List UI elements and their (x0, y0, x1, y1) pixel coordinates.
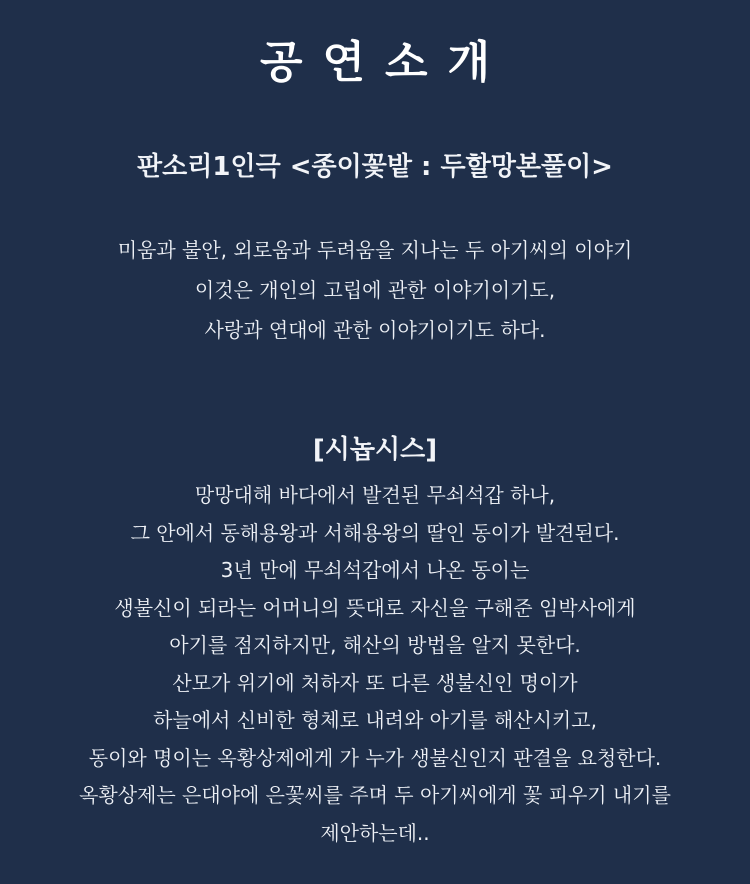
synopsis-line: 망망대해 바다에서 발견된 무쇠석갑 하나, (194, 483, 556, 507)
intro-line: 사랑과 연대에 관한 이야기이기도 하다. (204, 318, 546, 342)
synopsis-paragraph (0, 477, 750, 852)
intro-line: 이것은 개인의 고립에 관한 이야기이기도, (194, 278, 556, 302)
synopsis-line: 제안하는데.. (320, 820, 430, 845)
intro-line: 미움과 불안, 외로움과 두려움을 지나는 두 아기씨의 이야기 (117, 238, 633, 262)
page-title: 공연소개 (259, 37, 510, 88)
synopsis-line: 생불신이 되라는 어머니의 뜻대로 자신을 구해준 임박사에게 (114, 595, 636, 620)
synopsis-line: 3년 만에 무쇠석갑에서 나온 동이는 (220, 558, 530, 582)
synopsis-line: 옥황상제는 은대야에 은꽃씨를 주며 두 아기씨에게 꽃 피우기 내기를 (79, 783, 671, 807)
synopsis-line: 그 안에서 동해용왕과 서해용왕의 딸인 동이가 발견된다. (130, 520, 620, 545)
synopsis-line: 동이와 명이는 옥황상제에게 가 누가 생불신인지 판결을 요청한다. (88, 745, 662, 770)
synopsis-line: 산모가 위기에 처하자 또 다른 생불신인 명이가 (172, 670, 578, 695)
synopsis-line: 아기를 점지하지만, 해산의 방법을 알지 못한다. (169, 633, 581, 657)
intro-paragraph (0, 230, 750, 350)
synopsis-line: 하늘에서 신비한 형체로 내려와 아기를 해산시키고, (153, 708, 597, 732)
synopsis-heading: [시놉시스] (312, 435, 438, 465)
performance-subtitle: 판소리1인극 <종이꽃밭 : 두할망본풀이> (137, 152, 613, 182)
